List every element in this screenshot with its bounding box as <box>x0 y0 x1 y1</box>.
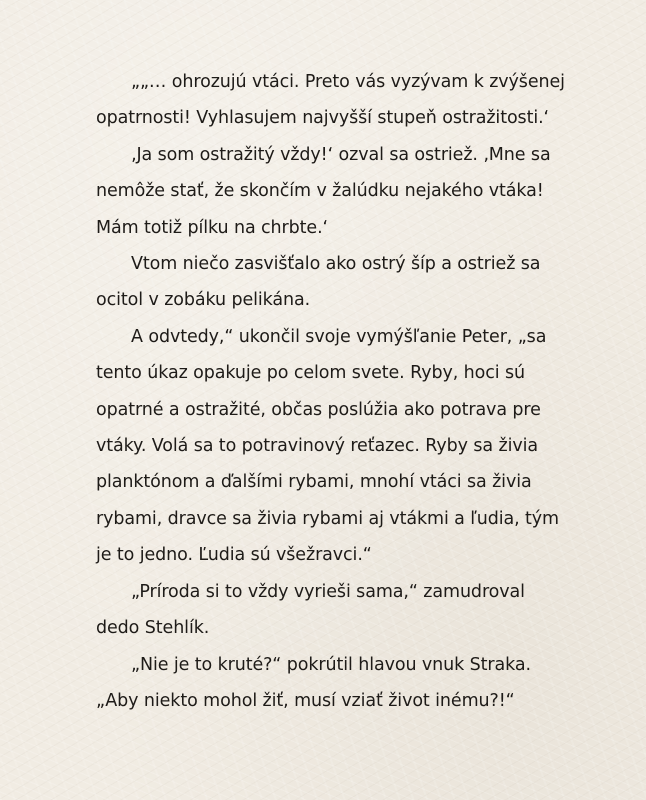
text-line: dedo Stehlík. <box>96 618 210 639</box>
text-line: opatrné a ostražité, občas poslúžia ako potrava pre <box>96 399 541 420</box>
text-line: „Príroda si to vždy vyrieši sama,“ zamudroval <box>131 581 525 602</box>
story-text <box>96 64 566 719</box>
text-line: ocitol v zobáku pelikána. <box>96 290 311 311</box>
text-line: Vtom niečo zasvišťalo ako ostrý šíp a ostriež sa <box>131 254 541 275</box>
text-line: rybami, dravce sa živia rybami aj vtákmi a ľudia, tým <box>96 508 559 529</box>
text-line: A odvtedy,“ ukončil svoje vymýšľanie Peter, „sa <box>131 326 547 347</box>
text-line: Mám totiž pílku na chrbte.‘ <box>96 217 329 238</box>
text-line: „„… ohrozujú vtáci. Preto vás vyzývam k zvýšenej <box>131 72 565 92</box>
text-line: planktónom a ďalšími rybami, mnohí vtáci sa živia <box>96 472 532 493</box>
text-line: „Nie je to kruté?“ pokrútil hlavou vnuk Straka. <box>131 654 531 675</box>
text-line: opatrnosti! Vyhlasujem najvyšší stupeň ostražitosti.‘ <box>96 108 550 129</box>
text-line: tento úkaz opakuje po celom svete. Ryby, hoci sú <box>96 363 526 384</box>
text-line: je to jedno. Ľudia sú všežravci.“ <box>96 545 372 566</box>
text-line: vtáky. Volá sa to potravinový reťazec. Ryby sa živia <box>96 436 538 457</box>
text-line: nemôže stať, že skončím v žalúdku nejakého vtáka! <box>96 181 544 202</box>
text-line: ‚Ja som ostražitý vždy!‘ ozval sa ostriež. ‚Mne sa <box>131 144 551 165</box>
text-line: „Aby niekto mohol žiť, musí vziať život inému?!“ <box>96 690 515 711</box>
